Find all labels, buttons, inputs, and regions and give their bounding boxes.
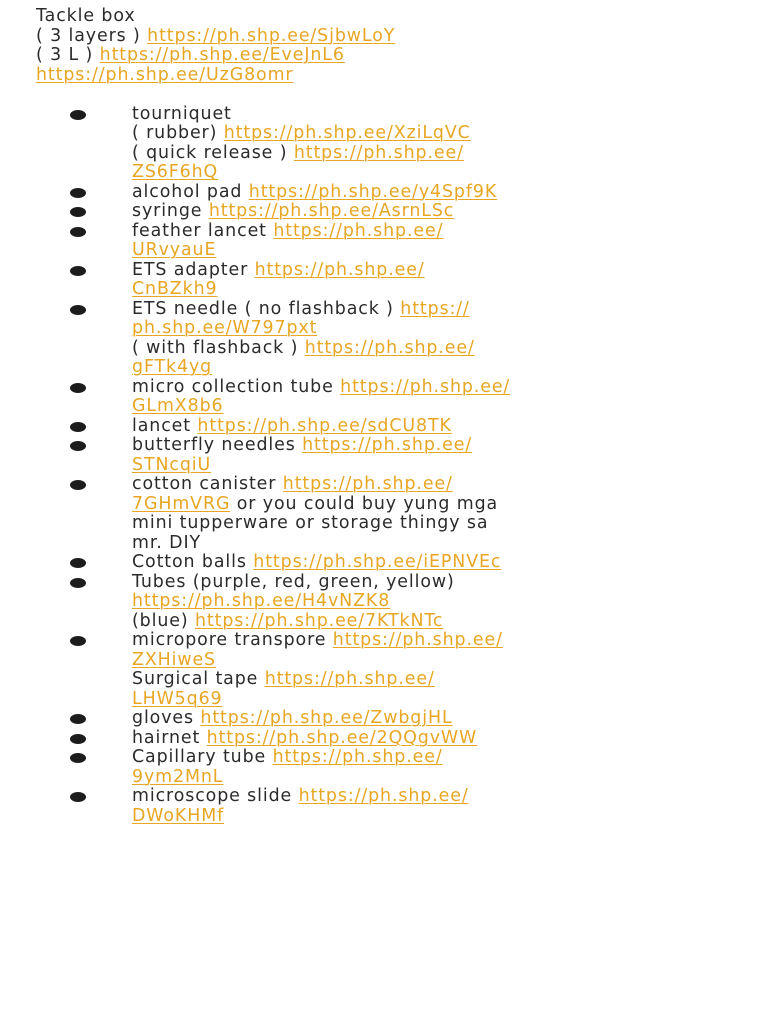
shop-link[interactable]: https://ph.shp.ee/ZwbgjHL [200,708,453,728]
shop-link[interactable]: URvyauE [132,240,217,260]
header-line [36,66,751,86]
item-text: ( quick release ) [132,142,294,163]
bullet-icon [70,383,86,393]
shop-link[interactable]: https://ph.shp.ee/ [254,259,425,280]
item-text: cotton canister [132,474,283,494]
shop-link[interactable]: ph.shp.ee/W797pxt [132,318,318,338]
item-text: Capillary tube [132,747,273,767]
item-text: ( rubber) [132,123,224,143]
header-line [36,46,751,66]
shop-link[interactable]: https://ph.shp.ee/ [293,142,464,163]
item-text: or you could buy yung mga [230,493,499,514]
item-text: micropore transpore [132,630,333,650]
shop-link[interactable]: 9ym2MnL [132,766,224,787]
item-line [132,222,751,242]
shop-link[interactable]: https://ph.shp.ee/7KTkNTc [195,610,444,631]
shop-link[interactable]: https://ph.shp.ee/ [282,474,453,494]
item-line [132,163,751,183]
list-item [36,378,751,417]
shop-link[interactable]: LHW5q69 [132,688,223,709]
shop-link[interactable]: ZXHiweS [132,649,216,670]
item-text: ( with flashback ) [132,337,305,358]
item-line [132,358,751,378]
item-line [132,690,751,710]
note-title: Tackle box [36,6,136,26]
shop-link[interactable]: https://ph.shp.ee/sdCU8TK [197,415,452,436]
shop-link[interactable]: https://ph.shp.ee/y4Spf9K [248,181,498,202]
item-line [132,787,751,807]
bullet-icon [70,227,86,237]
shop-link[interactable]: https://ph.shp.ee/SjbwLoY [147,25,396,46]
item-line [132,807,751,827]
header-line [36,27,751,47]
list-item [36,436,751,475]
bullet-icon [70,636,86,646]
shop-link[interactable]: 7GHmVRG [132,493,231,514]
bullet-icon [70,207,86,217]
list-item [36,553,751,573]
item-line [132,300,751,320]
bullet-icon [70,558,86,568]
item-text: (blue) [132,610,195,631]
bullet-list [36,105,751,827]
item-line [132,553,751,573]
bullet-icon [70,110,86,120]
item-text: gloves [132,708,201,728]
list-item [36,417,751,437]
header-label: ( 3 L ) [36,45,100,65]
item-line [132,202,751,222]
list-item [36,631,751,709]
item-text: syringe [132,201,209,221]
list-item [36,787,751,826]
shop-link[interactable]: https://ph.shp.ee/ [272,747,443,767]
item-line [132,768,751,788]
note-body [36,7,751,826]
item-text: feather lancet [132,220,274,241]
shop-link[interactable]: https://ph.shp.ee/ [304,337,475,358]
list-item [36,105,751,183]
bullet-icon [70,753,86,763]
item-text: hairnet [132,727,207,748]
shop-link[interactable]: https://ph.shp.ee/UzG8omr [36,64,294,85]
shop-link[interactable]: https://ph.shp.ee/ [302,435,473,455]
item-line [132,183,751,203]
item-line [132,280,751,300]
item-line [132,339,751,359]
shop-link[interactable]: https://ph.shp.ee/AsrnLSc [208,201,455,221]
item-text: tourniquet [132,103,232,124]
list-item [36,729,751,749]
item-text: mini tupperware or storage thingy sa [132,513,489,533]
list-item [36,222,751,261]
item-line [132,534,751,554]
list-item [36,183,751,203]
item-text: mr. DIY [132,532,201,553]
item-line [132,456,751,476]
item-line [132,573,751,593]
shop-link[interactable]: CnBZkh9 [132,279,218,299]
item-text: ETS needle ( no flashback ) [132,298,401,319]
shop-link[interactable]: ZS6F6hQ [132,162,219,182]
item-line [132,514,751,534]
bullet-icon [70,578,86,588]
shop-link[interactable]: GLmX8b6 [132,396,224,416]
item-text: Cotton balls [132,552,254,572]
shop-link[interactable]: https://ph.shp.ee/ [264,669,435,689]
shop-link[interactable]: https://ph.shp.ee/ [332,630,503,650]
item-text: micro collection tube [132,376,341,397]
item-line [132,612,751,632]
item-line [132,651,751,671]
shop-link[interactable]: STNcqiU [132,454,212,475]
item-text: alcohol pad [132,181,249,202]
list-item [36,748,751,787]
bullet-icon [70,714,86,724]
item-line [132,378,751,398]
shop-link[interactable]: https://ph.shp.ee/ [273,220,444,241]
item-text: Tubes (purple, red, green, yellow) [132,571,455,592]
item-line [132,124,751,144]
item-line [132,670,751,690]
shop-link[interactable]: gFTk4yg [132,357,213,377]
item-line [132,631,751,651]
shop-link[interactable]: https://ph.shp.ee/ [340,376,511,397]
shop-link[interactable]: DWoKHMf [132,805,225,826]
item-line [132,709,751,729]
bullet-icon [70,734,86,744]
item-text: Surgical tape [132,669,265,689]
item-line [132,397,751,417]
shop-link[interactable]: https://ph.shp.ee/ [298,786,469,806]
header-label: ( 3 layers ) [36,25,148,46]
item-text: butterfly needles [132,435,303,455]
item-line [132,436,751,456]
item-text: lancet [132,415,198,436]
item-line [132,592,751,612]
list-item [36,300,751,378]
list-item [36,202,751,222]
shop-link[interactable]: https:// [400,298,470,319]
item-line [132,748,751,768]
shop-link[interactable]: https://ph.shp.ee/XziLqVC [223,123,471,143]
bullet-icon [70,422,86,432]
item-line [132,241,751,261]
item-text: ETS adapter [132,259,255,280]
item-line [132,729,751,749]
item-line [132,105,751,125]
item-line [132,475,751,495]
item-line [132,144,751,164]
list-item [36,573,751,632]
item-line [132,319,751,339]
bullet-icon [70,305,86,315]
bullet-icon [70,441,86,451]
bullet-icon [70,188,86,198]
list-item [36,475,751,553]
shop-link[interactable]: https://ph.shp.ee/EveJnL6 [99,45,345,65]
bullet-icon [70,480,86,490]
item-line [132,495,751,515]
list-item [36,261,751,300]
bullet-icon [70,792,86,802]
shop-link[interactable]: https://ph.shp.ee/H4vNZK8 [132,591,391,611]
bullet-icon [70,266,86,276]
shop-link[interactable]: https://ph.shp.ee/2QQgvWW [206,727,478,748]
list-item [36,709,751,729]
header-links [36,27,751,86]
shop-link[interactable]: https://ph.shp.ee/iEPNVEc [253,552,502,572]
item-line [132,417,751,437]
item-text: microscope slide [132,786,299,806]
item-line [132,261,751,281]
